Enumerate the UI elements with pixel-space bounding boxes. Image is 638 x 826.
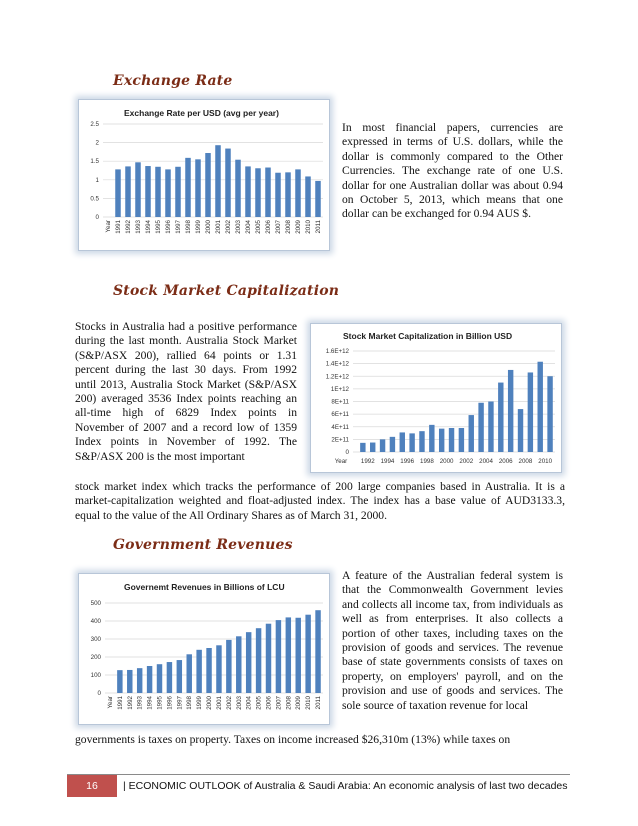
- exchange-rate-bar: [295, 169, 301, 217]
- exchange-rate-x-tick-label: Year: [105, 220, 112, 233]
- exchange-rate-heading: Exchange Rate: [113, 73, 233, 89]
- stock-market-y-tick-label: 6E+11: [331, 411, 349, 419]
- exchange-rate-chart-svg: [79, 100, 329, 250]
- exchange-rate-bar: [135, 162, 141, 217]
- exchange-rate-x-tick-label: 2003: [235, 220, 242, 234]
- government-revenues-bar: [305, 615, 310, 693]
- exchange-rate-bar: [165, 169, 171, 217]
- exchange-rate-x-tick-label: 2004: [245, 220, 252, 234]
- stock-market-bar: [370, 443, 375, 452]
- government-revenues-x-tick-label: 2010: [305, 696, 313, 710]
- government-revenues-y-tick-label: 200: [90, 654, 101, 661]
- government-revenues-heading: Government Revenues: [113, 537, 293, 553]
- government-revenues-bar: [276, 620, 281, 693]
- government-revenues-y-tick-label: 500: [90, 600, 101, 607]
- exchange-rate-x-tick-label: 2010: [305, 220, 312, 234]
- exchange-rate-y-tick-label: 2.5: [90, 121, 99, 128]
- exchange-rate-x-tick-label: 1999: [195, 220, 202, 234]
- exchange-rate-bar: [175, 167, 181, 217]
- stock-market-bar: [439, 429, 444, 452]
- stock-market-y-tick-label: 2E+11: [331, 436, 349, 444]
- stock-market-chart: [310, 323, 562, 473]
- government-revenues-bar: [216, 645, 221, 693]
- stock-market-bar: [459, 428, 464, 452]
- stock-market-paragraph-side: Stocks in Australia had a positive performance during the last month. Australia Stock Market (S&P/ASX 200), rallied 64 points or 1.31 percent during the last 30 days. From 1992 until 2013, Australia Stock Market (S&P/ASX 200) averaged 3536 Index points reaching an all-time high of 6829 Index points in November of 2007 and a record low of 1359 Index points in November of 1992. The S&P/ASX 200 is the most important: [75, 320, 297, 463]
- stock-market-x-tick-label: 1992: [360, 458, 375, 465]
- government-revenues-bar: [236, 636, 241, 693]
- exchange-rate-bar: [245, 166, 251, 217]
- government-revenues-chart-title: Governemt Revenues in Billions of LCU: [124, 582, 285, 592]
- government-revenues-x-tick-label: 2001: [215, 696, 223, 710]
- government-revenues-x-tick-label: 1994: [146, 696, 154, 710]
- government-revenues-bar: [266, 624, 271, 693]
- page-footer: [67, 774, 570, 797]
- government-revenues-x-tick-label: 2003: [235, 696, 243, 710]
- government-revenues-chart: [78, 573, 330, 725]
- government-revenues-y-tick-label: 100: [90, 672, 101, 679]
- exchange-rate-x-tick-label: 1994: [145, 220, 152, 234]
- stock-market-bar: [390, 437, 395, 452]
- stock-market-chart-svg: [311, 324, 561, 472]
- exchange-rate-x-tick-label: 1991: [115, 220, 122, 234]
- exchange-rate-chart-title: Exchange Rate per USD (avg per year): [124, 108, 279, 118]
- government-revenues-bar: [167, 662, 172, 693]
- government-revenues-bar: [315, 610, 320, 693]
- government-revenues-x-tick-label: Year: [106, 696, 114, 709]
- stock-market-x-tick-label: 1996: [400, 458, 415, 465]
- government-revenues-bar: [117, 670, 122, 693]
- government-revenues-x-tick-label: 1996: [166, 696, 174, 710]
- government-revenues-x-tick-label: 2002: [225, 696, 233, 710]
- government-revenues-bar: [226, 640, 231, 693]
- government-revenues-x-tick-label: 2000: [206, 696, 214, 710]
- stock-market-bar: [547, 376, 552, 452]
- stock-market-bar: [508, 370, 513, 452]
- government-revenues-x-tick-label: 1991: [116, 696, 124, 710]
- stock-market-bar: [498, 383, 503, 452]
- stock-market-y-tick-label: 4E+11: [331, 423, 349, 431]
- stock-market-y-tick-label: 1.6E+12: [325, 348, 349, 355]
- government-revenues-bar: [177, 660, 182, 693]
- stock-market-bar: [478, 403, 483, 452]
- government-revenues-bar: [127, 670, 132, 693]
- stock-market-bar: [488, 402, 493, 453]
- exchange-rate-bar: [255, 168, 261, 217]
- exchange-rate-y-tick-label: 0.5: [90, 195, 99, 203]
- stock-market-x-tick-label: 2008: [518, 458, 533, 465]
- government-revenues-bar: [147, 666, 152, 693]
- government-revenues-x-tick-label: 2009: [295, 696, 303, 710]
- government-revenues-bar: [137, 668, 142, 693]
- exchange-rate-bar: [225, 149, 231, 217]
- government-revenues-y-tick-label: 400: [90, 618, 101, 625]
- stock-market-x-tick-label: 1994: [380, 458, 395, 465]
- government-revenues-y-tick-label: 300: [90, 636, 101, 643]
- exchange-rate-bar: [215, 145, 221, 217]
- exchange-rate-bar: [275, 173, 281, 217]
- exchange-rate-bar: [265, 168, 271, 217]
- stock-market-bar: [400, 432, 405, 452]
- stock-market-bar: [538, 362, 543, 452]
- stock-market-y-tick-label: 8E+11: [331, 398, 349, 406]
- government-revenues-bar: [256, 628, 261, 693]
- exchange-rate-x-tick-label: 1997: [175, 220, 182, 234]
- government-revenues-bar: [286, 617, 291, 693]
- exchange-rate-bar: [115, 169, 121, 217]
- stock-market-x-axis-label: Year: [334, 458, 348, 465]
- government-revenues-bar: [206, 648, 211, 693]
- exchange-rate-bar: [195, 159, 201, 217]
- exchange-rate-bar: [125, 166, 131, 217]
- government-revenues-x-tick-label: 2008: [285, 696, 293, 710]
- stock-market-bar: [360, 443, 365, 452]
- stock-market-bar: [449, 428, 454, 452]
- stock-market-y-tick-label: 1.2E+12: [325, 373, 349, 381]
- exchange-rate-x-tick-label: 2006: [265, 220, 272, 234]
- exchange-rate-x-tick-label: 1995: [155, 220, 162, 234]
- stock-market-y-tick-label: 0: [345, 449, 349, 456]
- stock-market-y-tick-label: 1E+12: [330, 385, 349, 393]
- stock-market-x-tick-label: 2006: [498, 458, 513, 465]
- stock-market-x-tick-label: 2000: [439, 458, 454, 465]
- exchange-rate-paragraph: In most financial papers, currencies are expressed in terms of U.S. dollars, while the dollar is commonly compared to the Other Currencies. The exchange rate of one U.S. dollar for one Australian dollar was about 0.94 on October 5, 2013, which means that one dollar can be exchanged for 0.94 AUS $.: [342, 121, 563, 221]
- stock-market-bar: [469, 415, 474, 452]
- government-revenues-bar: [187, 654, 192, 693]
- government-revenues-x-tick-label: 1997: [176, 696, 184, 710]
- exchange-rate-x-tick-label: 1992: [125, 220, 132, 234]
- stock-market-chart-title: Stock Market Capitalization in Billion USD: [343, 331, 513, 341]
- stock-market-x-tick-label: 2002: [459, 458, 474, 465]
- exchange-rate-bar: [185, 158, 191, 217]
- exchange-rate-y-tick-label: 2: [95, 139, 99, 147]
- stock-market-bar: [419, 431, 424, 452]
- exchange-rate-x-tick-label: 1993: [135, 220, 142, 234]
- government-revenues-x-tick-label: 2006: [265, 696, 273, 710]
- exchange-rate-y-tick-label: 0: [95, 214, 99, 221]
- stock-market-x-tick-label: 2010: [538, 458, 553, 465]
- stock-market-heading: Stock Market Capitalization: [113, 283, 340, 299]
- government-revenues-x-tick-label: 1992: [126, 696, 134, 710]
- government-revenues-x-tick-label: 2007: [275, 696, 283, 710]
- government-revenues-bar: [246, 632, 251, 693]
- exchange-rate-x-tick-label: 2001: [215, 220, 222, 234]
- exchange-rate-bar: [205, 153, 211, 217]
- government-revenues-bar: [196, 650, 201, 693]
- exchange-rate-bar: [155, 167, 161, 217]
- government-revenues-x-tick-label: 2004: [245, 696, 253, 710]
- exchange-rate-x-tick-label: 1996: [165, 220, 172, 234]
- stock-market-y-tick-label: 1.4E+12: [325, 360, 349, 368]
- exchange-rate-x-tick-label: 2008: [285, 220, 292, 234]
- stock-market-paragraph-full: stock market index which tracks the performance of 200 large companies based in Australia. It is a market-capitalization weighted and float-adjusted index. The index has a base value of AUD3133.3, equal to the value of the All Ordinary Shares as of March 31, 2000.: [75, 480, 565, 522]
- government-revenues-chart-svg: [79, 574, 329, 724]
- government-revenues-bar: [296, 618, 301, 693]
- exchange-rate-bar: [315, 181, 321, 217]
- footer-text: | ECONOMIC OUTLOOK of Australia & Saudi Arabia: An economic analysis of last two decades: [123, 780, 568, 792]
- exchange-rate-x-tick-label: 2009: [295, 220, 302, 234]
- stock-market-bar: [518, 409, 523, 452]
- exchange-rate-chart: [78, 99, 330, 251]
- government-revenues-x-tick-label: 2011: [315, 696, 323, 710]
- exchange-rate-bar: [285, 172, 291, 217]
- government-revenues-x-tick-label: 1995: [156, 696, 164, 710]
- government-revenues-paragraph-side: A feature of the Australian federal system is that the Commonwealth Government levies and collects all income tax, from individuals as well as from enterprises. It also collects a portion of other taxes, including taxes on the provision of goods and services. The revenue base of state governments consists of taxes on property, on employers' payroll, and on the provision and use of goods and services. The sole source of taxation revenue for local: [342, 569, 563, 712]
- exchange-rate-x-tick-label: 2002: [225, 220, 232, 234]
- exchange-rate-x-tick-label: 2005: [255, 220, 262, 234]
- exchange-rate-x-tick-label: 2007: [275, 220, 282, 234]
- exchange-rate-y-tick-label: 1.5: [90, 158, 99, 166]
- exchange-rate-x-tick-label: 2011: [315, 220, 322, 234]
- government-revenues-x-tick-label: 1998: [186, 696, 194, 710]
- government-revenues-x-tick-label: 1999: [196, 696, 204, 710]
- exchange-rate-y-tick-label: 1: [95, 176, 99, 184]
- government-revenues-y-tick-label: 0: [97, 690, 101, 697]
- exchange-rate-x-tick-label: 2000: [205, 220, 212, 234]
- exchange-rate-bar: [305, 176, 311, 217]
- exchange-rate-x-tick-label: 1998: [185, 220, 192, 234]
- stock-market-bar: [528, 372, 533, 452]
- stock-market-bar: [409, 433, 414, 452]
- government-revenues-bar: [157, 664, 162, 693]
- stock-market-bar: [429, 425, 434, 452]
- government-revenues-x-tick-label: 1993: [136, 696, 144, 710]
- page-number: 16: [67, 775, 117, 797]
- stock-market-bar: [380, 439, 385, 452]
- government-revenues-x-tick-label: 2005: [255, 696, 263, 710]
- exchange-rate-bar: [145, 166, 151, 217]
- stock-market-x-tick-label: 2004: [479, 458, 493, 465]
- exchange-rate-bar: [235, 160, 241, 217]
- stock-market-x-tick-label: 1998: [420, 458, 434, 465]
- government-revenues-paragraph-full: governments is taxes on property. Taxes on income increased $26,310m (13%) while taxes on: [75, 733, 511, 746]
